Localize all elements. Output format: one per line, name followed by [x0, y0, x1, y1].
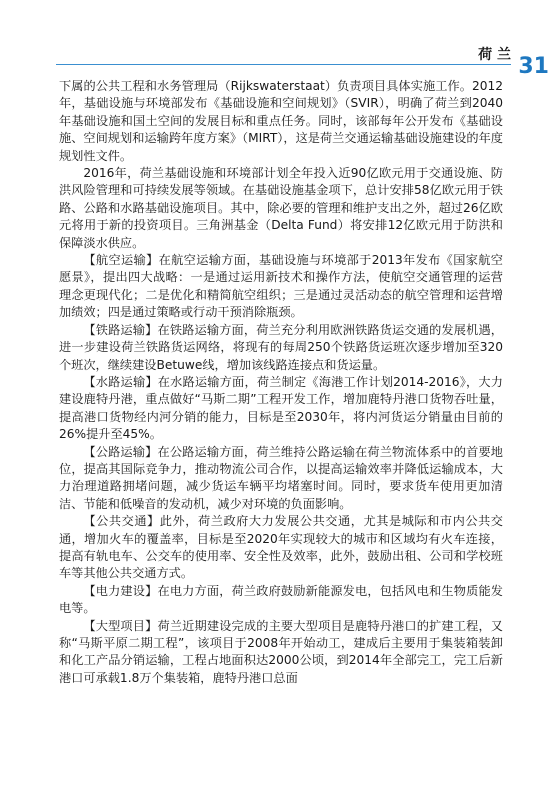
- body-text: [59, 78, 503, 687]
- paragraph-aviation: 【航空运输】在航空运输方面，基础设施与环境部于2013年发布《国家航空愿景》，提出四大战略：一是通过运用新技术和操作方法，使航空交通管理的运营理念更现代化；二是优化和精简航空组织；三是通过灵活动态的航空管理和运营增加绩效；四是通过策略或行动干预消除瓶颈。: [59, 253, 503, 320]
- header-rule: [56, 64, 511, 65]
- paragraph-2016-budget: 2016年，荷兰基础设施和环境部计划全年投入近90亿欧元用于交通设施、防洪风险管理和可持续发展等领域。在基础设施基金项下，总计安排58亿欧元用于铁路、公路和水路基础设施项目。其中，除必要的管理和维护支出之外，超过26亿欧元将用于新的投资项目。三角洲基金（Delta Fund）将安排12亿欧元用于防洪和保障淡水供应。: [59, 166, 503, 250]
- paragraph-waterway: 【水路运输】在水路运输方面，荷兰制定《海港工作计划2014-2016》，大力建设鹿特丹港，重点做好“马斯二期”工程开发工作，增加鹿特丹港口货物吞吐量，提高港口货物经内河分销的能力，目标是至2030年，将内河货运分销量由目前的26%提升至45%。: [59, 374, 503, 442]
- paragraph-major-projects: 【大型项目】荷兰近期建设完成的主要大型项目是鹿特丹港口的扩建工程，又称“马斯平原二期工程”，该项目于2008年开始动工，建成后主要用于集装箱装卸和化工产品分销运输，工程占地面积达2000公顷，到2014年全部完工，完工后新港口可承载1.8万个集装箱，鹿特丹港口总面: [59, 618, 503, 685]
- paragraph-railway: 【铁路运输】在铁路运输方面，荷兰充分利用欧洲铁路货运交通的发展机遇，进一步建设荷兰铁路货运网络，将现有的每周250个铁路货运班次逐步增加至320个班次，继续建设Betuwe线，增加该线路连接点和货运量。: [59, 322, 503, 372]
- page-number: 31: [518, 54, 549, 79]
- paragraph-public-transport: 【公共交通】此外，荷兰政府大力发展公共交通，尤其是城际和市内公共交通，增加火车的覆盖率，目标是至2020年实现较大的城市和区域均有火车连接，提高有轨电车、公交车的使用率、安全性及效率，此外，鼓励出租、公司和学校班车等其他公共交通方式。: [59, 514, 503, 581]
- paragraph-power: 【电力建设】在电力方面，荷兰政府鼓励新能源发电，包括风电和生物质能发电等。: [59, 583, 503, 616]
- paragraph-road: 【公路运输】在公路运输方面，荷兰维持公路运输在荷兰物流体系中的首要地位，提高其国际竞争力，推动物流公司合作，以提高运输效率并降低运输成本，大力治理道路拥堵问题，减少货运车辆平均堵塞时间。同时，要求货车使用更加清洁、节能和低噪音的发动机，减少对环境的负面影响。: [59, 444, 503, 511]
- page-header: [0, 40, 559, 79]
- section-title: 荷 兰: [478, 47, 511, 63]
- paragraph-rijkswaterstaat: 下属的公共工程和水务管理局（Rijkswaterstaat）负责项目具体实施工作。2012年，基础设施与环境部发布《基础设施和空间规划》（SVIR），明确了荷兰到2040年基础设施和国土空间的发展目标和重点任务。同时，该部每年公开发布《基础设施、空间规划和运输跨年度方案》（MIRT），这是荷兰交通运输基础设施建设的年度规划性文件。: [59, 79, 503, 163]
